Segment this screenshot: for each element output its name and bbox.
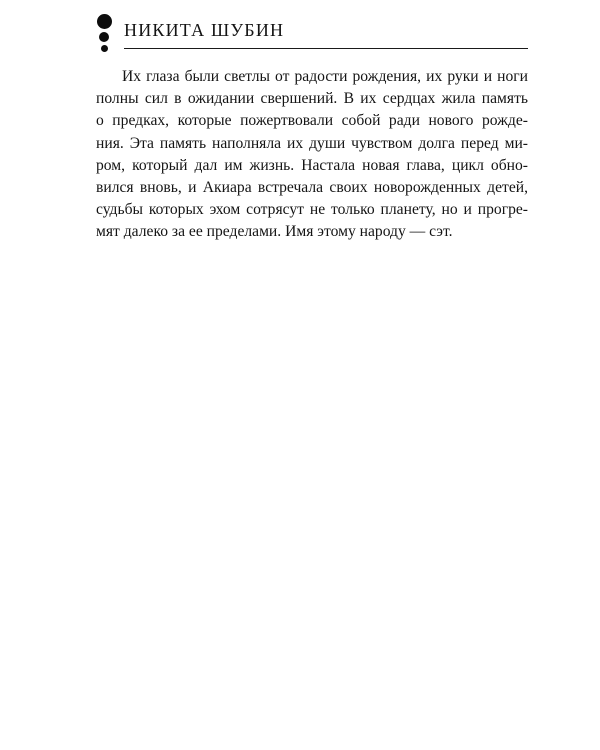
text-line: ния. Эта память наполняла их души чувством долга перед ми- (96, 134, 528, 152)
small-dot-icon (101, 45, 108, 52)
large-dot-icon (97, 14, 112, 29)
page-header (0, 0, 600, 60)
text-line: Их глаза были светлы от радости рождения, их руки и ноги (122, 68, 528, 85)
text-line: мят далеко за ее пределами. Имя этому народу — сэт. (96, 223, 453, 241)
text-line: полны сил в ожидании свершений. В их сердцах жила память (96, 90, 528, 108)
medium-dot-icon (99, 32, 109, 42)
text-line: ром, который дал им жизнь. Настала новая глава, цикл обно- (96, 156, 528, 174)
text-line: судьбы которых эхом сотрясут не только планету, но и прогре- (96, 201, 528, 219)
text-line: о предках, которые пожертвовали собой ради нового рожде- (96, 112, 528, 130)
dots-ornament-icon (97, 14, 113, 54)
body-paragraph (96, 66, 528, 244)
text-line: вился вновь, и Акиара встречала своих новорожденных детей, (96, 178, 528, 196)
header-rule (124, 48, 528, 49)
running-head-author: НИКИТА ШУБИН (124, 20, 285, 40)
